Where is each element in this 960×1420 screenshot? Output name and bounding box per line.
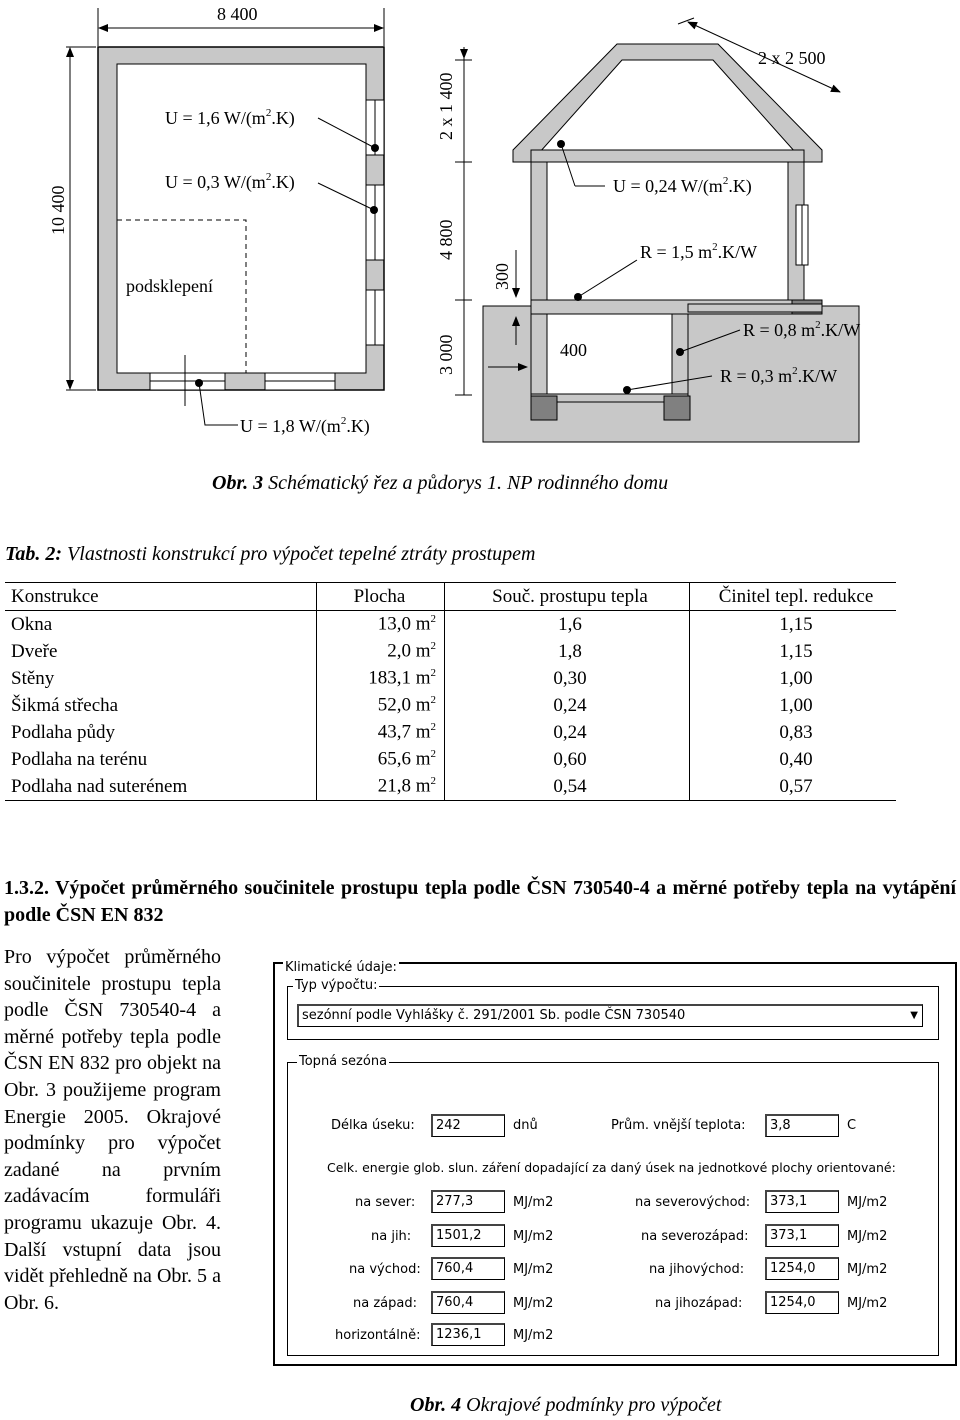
dim-basement-depth: 400 [560, 340, 587, 360]
cell-u: 0,24 [445, 692, 690, 719]
cell-reduction: 1,00 [779, 667, 813, 689]
cell-u: 1,8 [445, 638, 690, 665]
west-label: na západ: [353, 1296, 417, 1311]
cell-u: 0,24 [445, 719, 690, 746]
north-input[interactable]: 277,3 [431, 1190, 505, 1213]
east-label: na východ: [349, 1262, 421, 1277]
southwest-unit: MJ/m2 [847, 1296, 888, 1311]
calc-type-title: Typ výpočtu: [295, 978, 378, 993]
label-u-door: U = 1,8 $W/(m^2.K)$ [240, 415, 370, 436]
section-body: Pro výpočet průměrného součinitele prostupu tepla podle ČSN 730540-4 a měrné potřeby tepla podle ČSN EN 832 pro objekt na Obr. 3 použijeme program Energie 2005. Okrajové podmínky pro výpočet zadané na prvním zadávacím formuláři programu ukazuje Obr. 4. Další vstupní data jsou vidět přehledně na Obr. 5 a Obr. 6. [4, 946, 221, 1314]
north-unit: MJ/m2 [513, 1195, 554, 1210]
figure4-caption [410, 1394, 721, 1417]
northeast-input[interactable]: 373,1 [765, 1190, 839, 1213]
figure3-caption [212, 472, 668, 495]
cell-reduction: 1,15 [779, 640, 813, 662]
cell-area: 65,6 $m^2$ [317, 746, 445, 773]
cell-name: Podlaha nad suterénem [5, 773, 317, 801]
southeast-label: na jihovýchod: [649, 1262, 745, 1277]
length-unit: dnů [513, 1118, 538, 1133]
figure3-caption-label: Obr. 3 [212, 472, 264, 494]
table-row [5, 638, 896, 665]
table-header-row [5, 583, 896, 611]
dim-upper-story: 2 x 1 400 [436, 72, 456, 140]
label-r-floor: R = 0,8 $m^2.K/W$ [743, 319, 861, 340]
temp-unit: C [847, 1118, 857, 1133]
chevron-down-icon[interactable]: ▼ [910, 1010, 918, 1021]
south-label: na jih: [371, 1229, 412, 1244]
horizontal-input[interactable]: 1236,1 [431, 1323, 505, 1346]
dim-plan-height: 10 400 [48, 185, 68, 235]
west-input[interactable]: 760,4 [431, 1291, 505, 1314]
table-row [5, 773, 896, 801]
header-u: Souč. prostupu tepla [445, 583, 690, 611]
northeast-label: na severovýchod: [635, 1195, 751, 1210]
cell-reduction: 0,83 [779, 721, 813, 743]
cell-name: Stěny [5, 665, 317, 692]
label-u-window: U = 1,6 $W/(m^2.K)$ [165, 107, 295, 128]
label-basement: podsklepení [126, 276, 213, 296]
temp-label: Prům. vnější teplota: [611, 1118, 746, 1133]
cell-u: 0,54 [445, 773, 690, 801]
figure3-caption-text: Schématický řez a půdorys 1. NP rodinného domu [268, 472, 669, 494]
table2-caption [5, 543, 535, 566]
length-input[interactable]: 242 [431, 1114, 505, 1137]
table-row [5, 692, 896, 719]
southeast-input[interactable]: 1254,0 [765, 1257, 839, 1280]
cell-name: Okna [5, 611, 317, 639]
climate-group-title: Klimatické údaje: [285, 960, 397, 975]
cell-area: 52,0 $m^2$ [317, 692, 445, 719]
cell-name: Podlaha na terénu [5, 746, 317, 773]
west-unit: MJ/m2 [513, 1296, 554, 1311]
cell-reduction: 1,00 [779, 694, 813, 716]
south-unit: MJ/m2 [513, 1229, 554, 1244]
table-row [5, 746, 896, 773]
energy-title: Celk. energie glob. slun. záření dopadající za daný úsek na jednotkové plochy orientované: [327, 1160, 896, 1175]
figure4-caption-label: Obr. 4 [410, 1394, 462, 1416]
cell-area: 43,7 $m^2$ [317, 719, 445, 746]
cell-name: Dveře [5, 638, 317, 665]
cell-u: 1,6 [445, 611, 690, 639]
temp-input[interactable]: 3,8 [765, 1114, 839, 1137]
cell-u: 0,30 [445, 665, 690, 692]
northwest-unit: MJ/m2 [847, 1229, 888, 1244]
east-input[interactable]: 760,4 [431, 1257, 505, 1280]
north-label: na sever: [355, 1195, 416, 1210]
label-r-ceiling: R = 1,5 $m^2.K/W$ [640, 241, 758, 262]
horizontal-unit: MJ/m2 [513, 1328, 554, 1343]
cell-area: 21,8 $m^2$ [317, 773, 445, 801]
dim-basement-story: 3 000 [436, 334, 456, 375]
dim-main-story: 4 800 [436, 219, 456, 260]
cell-area: 2,0 $m^2$ [317, 638, 445, 665]
cell-area: 13,0 $m^2$ [317, 611, 445, 639]
properties-table [5, 582, 896, 801]
header-area: Plocha [317, 583, 445, 611]
header-construction: Konstrukce [5, 583, 317, 611]
northeast-unit: MJ/m2 [847, 1195, 888, 1210]
label-u-wall: U = 0,3 $W/(m^2.K)$ [165, 171, 295, 192]
length-label: Délka úseku: [331, 1118, 415, 1133]
calc-type-select[interactable] [297, 1004, 923, 1027]
table-row [5, 611, 896, 639]
cell-name: Šikmá střecha [5, 692, 317, 719]
figure4-caption-text: Okrajové podmínky pro výpočet [466, 1394, 722, 1416]
southwest-input[interactable]: 1254,0 [765, 1291, 839, 1314]
header-reduction: Činitel tepl. redukce [690, 583, 897, 611]
southwest-label: na jihozápad: [655, 1296, 743, 1311]
northwest-input[interactable]: 373,1 [765, 1224, 839, 1247]
southeast-unit: MJ/m2 [847, 1262, 888, 1277]
dim-roof-slope: 2 x 2 500 [758, 48, 826, 68]
cell-reduction: 0,57 [690, 773, 897, 801]
cell-name: Podlaha půdy [5, 719, 317, 746]
table2-caption-text: Vlastnosti konstrukcí pro výpočet tepelné ztráty prostupem [67, 543, 536, 565]
floor-plan [66, 8, 384, 425]
dim-slab: 300 [492, 263, 512, 290]
section-heading: 1.3.2. Výpočet průměrného součinitele prostupu tepla podle ČSN 730540-4 a měrné potřeby tepla na vytápění podle ČSN EN 832 [4, 877, 956, 926]
dim-plan-width: 8 400 [217, 4, 258, 24]
cell-reduction: 1,15 [779, 613, 813, 635]
climate-data-panel [273, 962, 957, 1366]
south-input[interactable]: 1501,2 [431, 1224, 505, 1247]
table2-caption-label: Tab. 2: [5, 543, 63, 565]
table-row [5, 719, 896, 746]
cell-u: 0,60 [445, 746, 690, 773]
northwest-label: na severozápad: [641, 1229, 749, 1244]
label-u-roof: U = 0,24 $W/(m^2.K)$ [613, 175, 752, 196]
horizontal-label: horizontálně: [335, 1328, 421, 1343]
label-r-ground: R = 0,3 $m^2.K/W$ [720, 365, 838, 386]
cell-reduction: 0,40 [779, 748, 813, 770]
cell-area: 183,1 $m^2$ [317, 665, 445, 692]
figure3-drawing [0, 0, 960, 460]
table-row [5, 665, 896, 692]
east-unit: MJ/m2 [513, 1262, 554, 1277]
calc-type-value: sezónní podle Vyhlášky č. 291/2001 Sb. podle ČSN 730540 [302, 1008, 686, 1023]
season-title: Topná sezóna [299, 1054, 388, 1069]
